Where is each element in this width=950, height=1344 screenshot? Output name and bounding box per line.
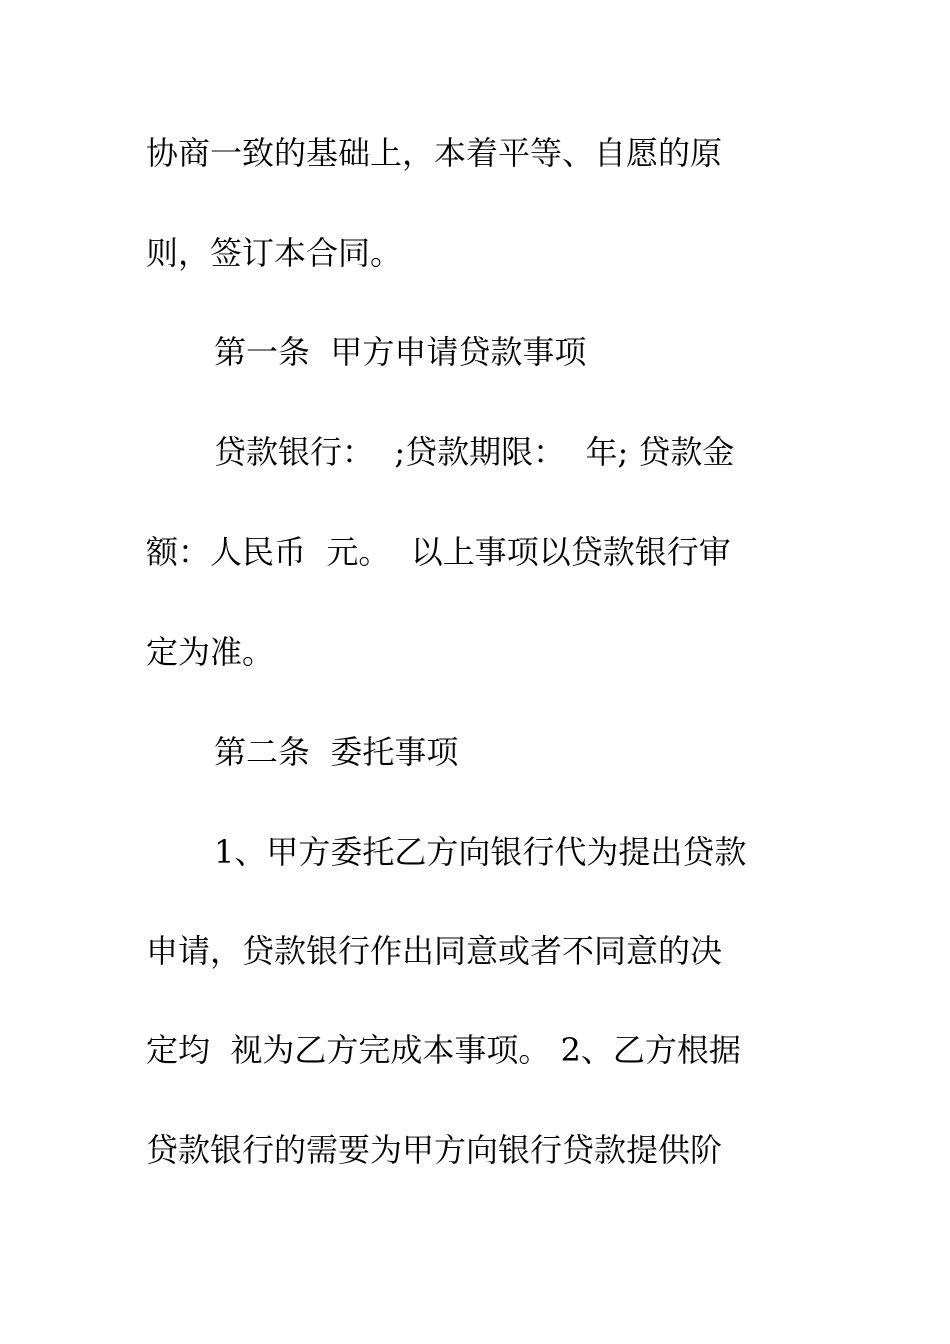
text-line-11: 贷款银行的需要为甲方向银行贷款提供阶 [146,1131,723,1169]
text-line-5: 额：人民币 元。 以上事项以贷款银行审 [146,533,731,571]
article-heading-2: 第二条 委托事项 [214,733,459,771]
article-heading-1: 第一条 甲方申请贷款事项 [214,333,587,371]
text-line-4: 贷款银行： ;贷款期限： 年; 贷款金 [214,433,735,471]
text-line-6: 定为准。 [146,633,275,671]
text-line-1: 协商一致的基础上，本着平等、自愿的原 [146,134,723,172]
text-line-2: 则，签订本合同。 [146,234,403,272]
text-line-9: 申请，贷款银行作出同意或者不同意的决 [146,932,723,970]
text-line-8: 1、甲方委托乙方向银行代为提出贷款 [214,833,747,871]
text-line-10: 定均 视为乙方完成本事项。 2、乙方根据 [146,1031,741,1069]
